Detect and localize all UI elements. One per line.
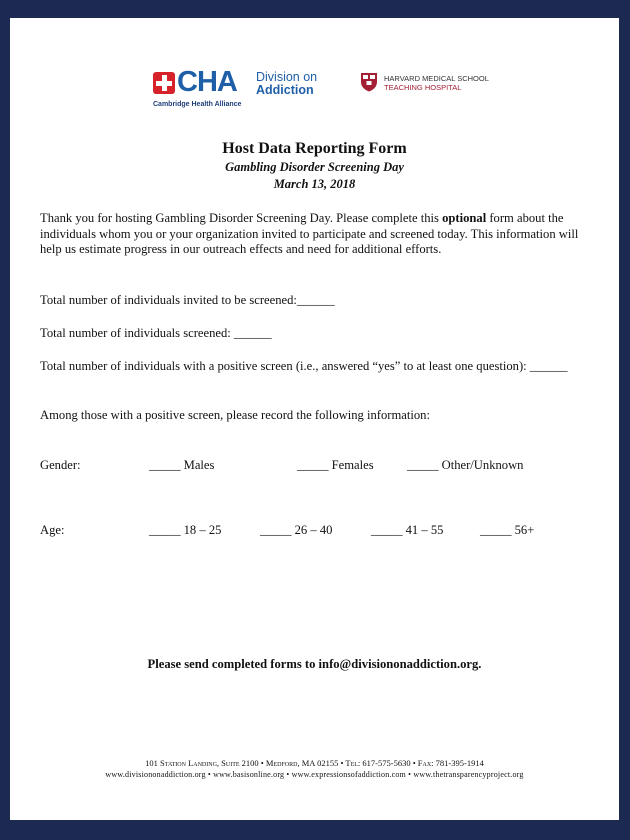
- document-page: [10, 18, 619, 820]
- invited-count-line: Total number of individuals invited to be screened:______: [40, 293, 335, 307]
- positive-info-instruction: Among those with a positive screen, please record the following information:: [40, 408, 430, 422]
- hms-line2: TEACHING HOSPITAL: [384, 83, 462, 92]
- age-41-55-field: _____ 41 – 55: [371, 523, 444, 537]
- age-26-40-field: _____ 26 – 40: [260, 523, 333, 537]
- cha-division-name: [256, 71, 317, 97]
- gender-males-field: _____ Males: [149, 458, 215, 472]
- age-18-25-field: _____ 18 – 25: [149, 523, 222, 537]
- intro-text-end: form about the individuals whom you or your organization invited to participate and screened today. This information will help us estimate progress in our outreach effects and need for additional efforts.: [40, 211, 579, 256]
- cha-logo-letters: CHA: [177, 66, 237, 98]
- intro-optional-emphasis: optional: [442, 211, 487, 225]
- cha-cross-icon: [153, 72, 175, 94]
- hms-line1: HARVARD MEDICAL SCHOOL: [384, 74, 489, 83]
- cha-logo: [153, 66, 353, 130]
- footer-address-text: 101 Station Landing, Suite 2100 • Medford, MA 02155 • Tel: 617-575-5630 • Fax: 781-395-1914: [145, 758, 484, 768]
- footer-links: www.divisiononaddiction.org • www.basisonline.org • www.expressionsofaddiction.com • www.thetransparencyproject.org: [105, 770, 524, 779]
- age-label: Age:: [40, 523, 65, 537]
- hms-logo-text: [384, 74, 489, 92]
- screened-count-line: Total number of individuals screened: ______: [40, 326, 272, 340]
- gender-label: Gender:: [40, 458, 81, 472]
- form-date: March 13, 2018: [273, 177, 356, 191]
- footer-address: [10, 758, 619, 768]
- send-forms-note: Please send completed forms to info@divisiononaddiction.org.: [147, 657, 482, 671]
- cha-logo-subtitle: Cambridge Health Alliance: [153, 101, 242, 108]
- intro-paragraph: [40, 211, 592, 258]
- harvard-shield-icon: [360, 72, 378, 92]
- gender-other-field: _____ Other/Unknown: [407, 458, 524, 472]
- cha-division-line2: Addiction: [256, 83, 314, 97]
- form-subtitle: Gambling Disorder Screening Day: [225, 160, 404, 174]
- positive-count-line: Total number of individuals with a positive screen (i.e., answered “yes” to at least one question): ______: [40, 359, 568, 373]
- cha-division-line1: Division on: [256, 70, 318, 84]
- form-title: Host Data Reporting Form: [222, 140, 407, 157]
- gender-females-field: _____ Females: [297, 458, 374, 472]
- age-56-plus-field: _____ 56+: [480, 523, 535, 537]
- intro-text-start: Thank you for hosting Gambling Disorder Screening Day. Please complete this: [40, 211, 443, 225]
- hms-logo: [360, 72, 530, 102]
